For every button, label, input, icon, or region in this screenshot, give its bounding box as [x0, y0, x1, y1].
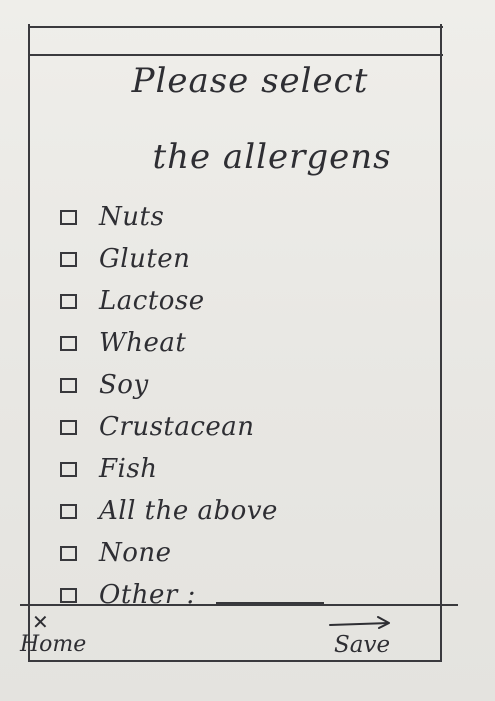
- checkbox[interactable]: [60, 252, 77, 267]
- top-bar: [30, 26, 443, 56]
- option-label: All the above: [99, 496, 278, 526]
- checkbox[interactable]: [60, 294, 77, 309]
- allergen-option-all-the-above[interactable]: [60, 490, 420, 532]
- checkbox[interactable]: [60, 462, 77, 477]
- checkbox[interactable]: [60, 546, 77, 561]
- option-label: Gluten: [99, 244, 191, 274]
- checkbox[interactable]: [60, 420, 77, 435]
- option-label: Soy: [99, 370, 149, 400]
- save-label: Save: [334, 632, 391, 658]
- page-title-line-2: the allergens: [152, 137, 392, 177]
- checkbox[interactable]: [60, 336, 77, 351]
- checkbox[interactable]: [60, 378, 77, 393]
- option-label: Nuts: [99, 202, 165, 232]
- checkbox[interactable]: [60, 210, 77, 225]
- allergen-option-wheat[interactable]: [60, 322, 420, 364]
- home-button[interactable]: [18, 612, 118, 660]
- checkbox[interactable]: [60, 588, 77, 603]
- allergen-option-none[interactable]: [60, 532, 420, 574]
- option-label: Wheat: [99, 328, 187, 358]
- arrow-right-icon: [328, 614, 394, 630]
- allergen-option-lactose[interactable]: [60, 280, 420, 322]
- save-button[interactable]: [328, 614, 428, 660]
- option-label: Lactose: [99, 286, 205, 316]
- allergen-option-soy[interactable]: [60, 364, 420, 406]
- checkbox[interactable]: [60, 504, 77, 519]
- home-label: Home: [20, 632, 87, 657]
- allergen-list: [60, 196, 420, 616]
- x-icon: ✕: [32, 610, 49, 634]
- option-label: Fish: [99, 454, 158, 484]
- allergen-option-gluten[interactable]: [60, 238, 420, 280]
- allergen-option-crustacean[interactable]: [60, 406, 420, 448]
- option-label: None: [99, 538, 172, 568]
- option-label: Crustacean: [99, 412, 255, 442]
- allergen-option-fish[interactable]: [60, 448, 420, 490]
- page-title-line-1: Please select: [131, 61, 369, 101]
- option-label: Other :: [99, 580, 196, 610]
- allergen-option-nuts[interactable]: [60, 196, 420, 238]
